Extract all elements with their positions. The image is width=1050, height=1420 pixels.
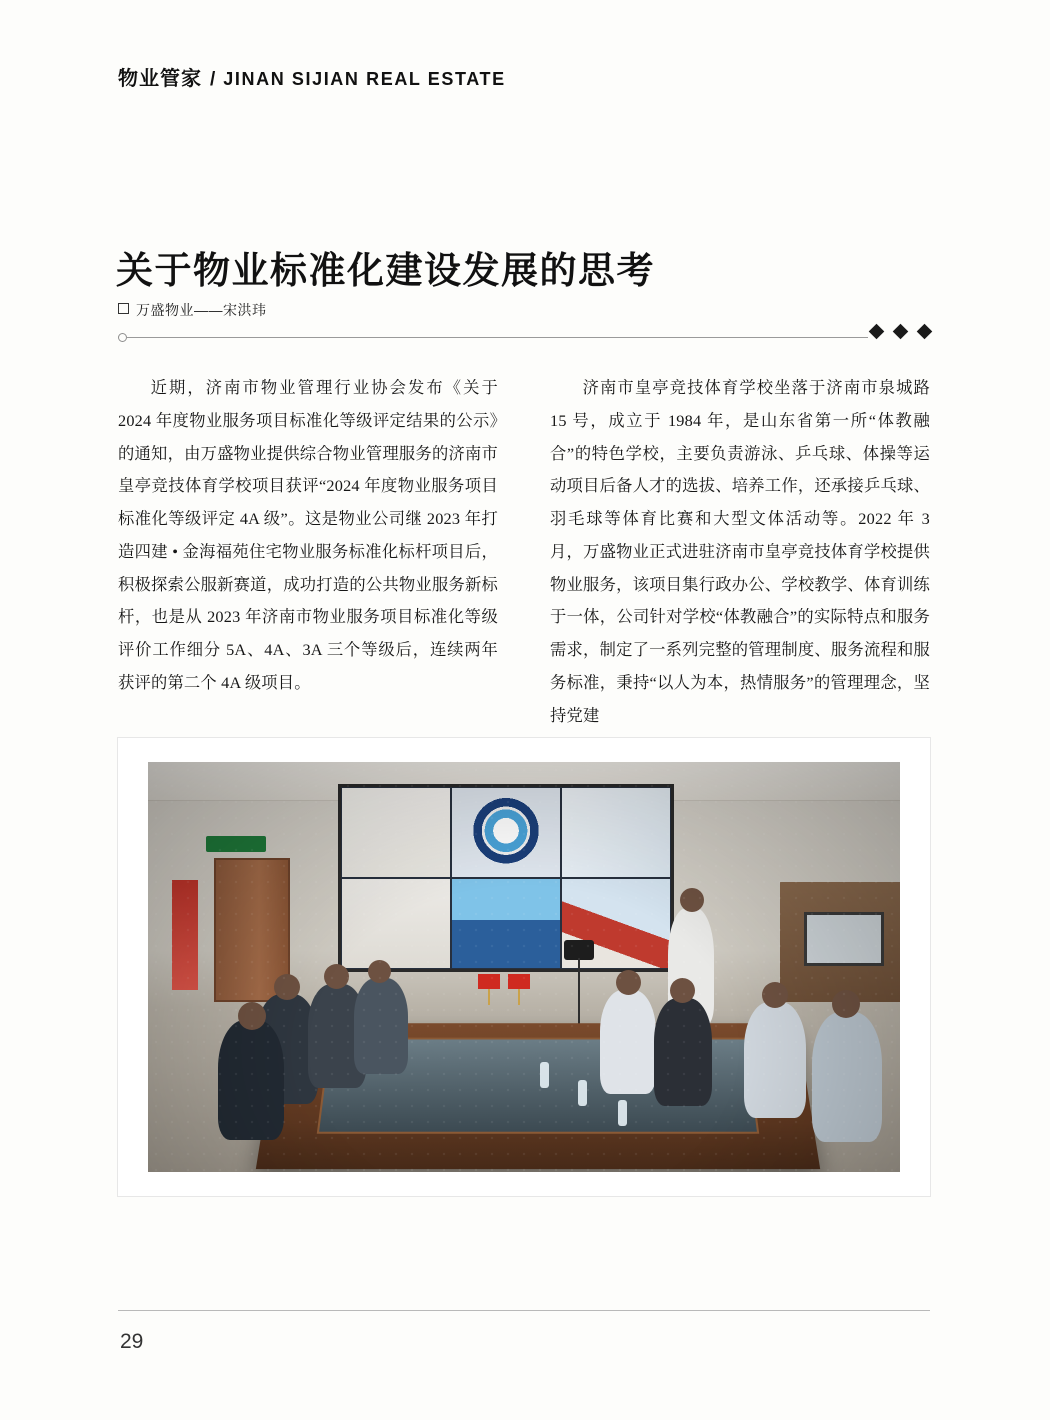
header-chinese-title: 物业管家 (118, 68, 202, 90)
photo-vignette (148, 762, 900, 1172)
footer-divider (118, 1310, 930, 1311)
running-header (118, 62, 938, 91)
bullet-square-icon (118, 303, 129, 314)
page-number: 29 (120, 1330, 144, 1353)
paragraph-left: 近期，济南市物业管理行业协会发布《关于 2024 年度物业服务项目标准化等级评定结果的公示》的通知，由万盛物业提供综合物业管理服务的济南市皇亭竞技体育学校项目获评“2024 年度物业服务项目标准化等级评定 4A 级”。这是物业公司继 2023 年打造四建 • 金海福苑住宅物业服务标准化标杆项目后，积极探索公服新赛道，成功打造的公共物业服务新标杆，也是从 2023 年济南市物业服务项目标准化等级评价工作细分 5A、4A、3A 三个等级后，连续两年获评的第二个 4A 级项目。 (118, 378, 498, 692)
header-separator: / (210, 69, 216, 90)
article-body (118, 372, 930, 732)
byline-text: 万盛物业——宋洪玮 (136, 302, 267, 318)
paragraph-right: 济南市皇亭竞技体育学校坐落于济南市泉城路 15 号，成立于 1984 年，是山东省第一所“体教融合”的特色学校，主要负责游泳、乒乓球、体操等运动项目后备人才的选拔、培养工作，还承接乒乓球、羽毛球等体育比赛和大型文体活动等。2022 年 3 月，万盛物业正式进驻济南市皇亭竞技体育学校提供物业服务，该项目集行政办公、学校教学、体育训练于一体，公司针对学校“体教融合”的实际特点和服务需求，制定了一系列完整的管理制度、服务流程和服务标准，秉持“以人为本，热情服务”的管理理念，坚持党建 (550, 378, 930, 725)
column-right (550, 372, 930, 732)
title-divider (118, 326, 930, 348)
divider-diamonds (871, 326, 930, 337)
divider-line (126, 337, 868, 338)
article-title: 关于物业标准化建设发展的思考 (116, 250, 655, 291)
meeting-room-photo (148, 762, 900, 1172)
diamond-icon (869, 324, 885, 340)
diamond-icon (893, 324, 909, 340)
article-byline (118, 300, 267, 320)
header-english-title: JINAN SIJIAN REAL ESTATE (223, 69, 506, 89)
article-photo-frame (118, 738, 930, 1196)
column-left (118, 372, 498, 732)
diamond-icon (917, 324, 933, 340)
